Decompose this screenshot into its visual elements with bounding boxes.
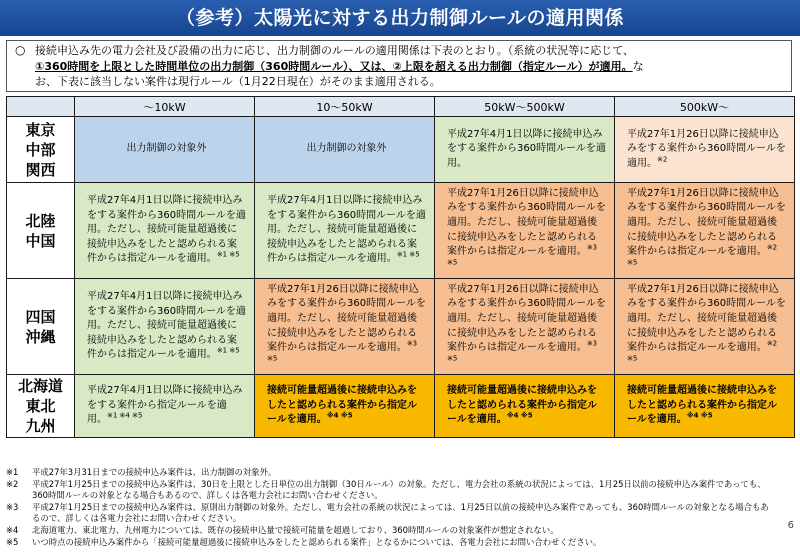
footnote-text: 北海道電力、東北電力、九州電力については、既存の接続申込量で接続可能量を超過しており、360時間ルールの対象案件が想定されない。 xyxy=(32,524,559,535)
footnote-ref: ※1 ※5 xyxy=(396,251,420,260)
intro-text-2: な xyxy=(632,59,644,73)
footnote-ref: ※1 ※5 xyxy=(216,251,240,260)
region-label xyxy=(7,183,75,279)
footnote xyxy=(6,479,776,502)
footnote-ref: ※3 ※5 xyxy=(447,243,598,267)
footnote-key: ※5 xyxy=(6,536,19,547)
footnote-key: ※3 xyxy=(6,501,19,512)
col-header: 50kW～500kW xyxy=(435,97,615,117)
corner-cell xyxy=(7,97,75,117)
rules-table xyxy=(6,96,795,438)
page-title: （参考）太陽光に対する出力制御ルールの適用関係 xyxy=(0,0,800,36)
col-header: 500kW～ xyxy=(615,97,795,117)
footnote-text: いつ時点の接続申込み案件から「接続可能量超過後に接続申込みをしたと認められる案件」となるかについては、各電力会社にお問い合わせください。 xyxy=(32,536,602,547)
rule-cell xyxy=(255,375,435,438)
rule-text: 平成27年4月1日以降に接続申込みをする案件から指定ルールを適用。 xyxy=(87,385,243,426)
rule-cell xyxy=(75,183,255,279)
intro-text-3: お、下表に該当しない案件は現行ルール（1月22日現在）がそのまま適用される。 xyxy=(35,75,441,88)
rule-text: 出力制御の対象外 xyxy=(126,143,207,155)
footnote-ref: ※3 ※5 xyxy=(267,339,418,363)
region-label xyxy=(7,117,75,183)
footnote-ref: ※2 ※5 xyxy=(627,243,778,267)
rule-cell xyxy=(435,183,615,279)
footnote-ref: ※1 ※5 xyxy=(216,347,240,356)
rule-cell xyxy=(75,279,255,375)
intro-box xyxy=(6,40,792,92)
footnote-text: 平成27年1月25日までの接続申込み案件は、原則出力制御の対象外。ただし、電力会社の系統の状況によっては、1月25日以前の接続申込み案件であっても、360時間ルールの対象となる場合もあるので、詳しくは各電力会社にお問い合わせください。 xyxy=(32,501,769,524)
rule-cell xyxy=(435,375,615,438)
intro-emphasis: ①360時間を上限とした時間単位の出力制御（360時間ルール）、又は、②上限を超える出力制御（指定ルール）が適用。 xyxy=(35,59,633,73)
rule-text: 平成27年1月26日以降に接続申込みをする案件から360時間ルールを適用。 xyxy=(627,128,786,169)
footnote-ref: ※4 ※5 xyxy=(686,411,713,420)
rule-cell xyxy=(615,183,795,279)
region-label xyxy=(7,375,75,438)
intro-text-1: 接続申込み先の電力会社及び設備の出力に応じ、出力制御のルールの適用関係は下表のとおり。（系統の状況等に応じて、 xyxy=(35,44,635,57)
page-number: 6 xyxy=(787,520,794,531)
rule-cell xyxy=(75,117,255,183)
footnote-ref: ※1 ※4 ※5 xyxy=(107,411,143,420)
footnote-key: ※4 xyxy=(6,524,19,535)
rule-cell xyxy=(615,279,795,375)
rule-text: 平成27年1月26日以降に接続申込みをする案件から360時間ルールを適用。ただし、接続可能量超過後に接続申込みをしたと認められる案件からは指定ルールを適用。 xyxy=(627,283,786,354)
footnote-text: 平成27年3月31日までの接続申込み案件は、出力制御の対象外。 xyxy=(32,467,277,477)
footnote xyxy=(6,467,776,479)
rule-text: 平成27年4月1日以降に接続申込みをする案件から360時間ルールを適用。ただし、接続可能量超過後に接続申込みをしたと認められる案件からは指定ルールを適用。 xyxy=(87,195,246,265)
rule-cell xyxy=(435,279,615,375)
footnotes xyxy=(6,467,776,548)
footnote-key: ※2 xyxy=(6,478,19,489)
rule-cell xyxy=(255,279,435,375)
rule-cell xyxy=(435,117,615,183)
region-label xyxy=(7,279,75,375)
footnote-key: ※1 xyxy=(6,467,19,477)
rule-cell xyxy=(255,183,435,279)
table-row xyxy=(7,183,795,279)
col-header: 10～50kW xyxy=(255,97,435,117)
table-row xyxy=(7,117,795,183)
rule-text: 平成27年1月26日以降に接続申込みをする案件から360時間ルールを適用。ただし、接続可能量超過後に接続申込みをしたと認められる案件からは指定ルールを適用。 xyxy=(267,283,426,354)
rule-cell xyxy=(615,117,795,183)
col-header: ～10kW xyxy=(75,97,255,117)
region-name: 四国 沖縄 xyxy=(25,307,56,346)
table-row xyxy=(7,279,795,375)
rule-text: 接続可能量超過後に接続申込みをしたと認められる案件から指定ルールを適用。 xyxy=(447,385,597,426)
rule-text: 平成27年1月26日以降に接続申込みをする案件から360時間ルールを適用。ただし、接続可能量超過後に接続申込みをしたと認められる案件からは指定ルールを適用。 xyxy=(447,283,606,354)
footnote xyxy=(6,502,776,525)
rule-text: 接続可能量超過後に接続申込みをしたと認められる案件から指定ルールを適用。 xyxy=(267,385,417,426)
footnote xyxy=(6,537,776,549)
rule-text: 接続可能量超過後に接続申込みをしたと認められる案件から指定ルールを適用。 xyxy=(627,385,777,426)
rule-text: 平成27年4月1日以降に接続申込みをする案件から360時間ルールを適用。ただし、接続可能量超過後に接続申込みをしたと認められる案件からは指定ルールを適用。 xyxy=(267,195,426,265)
footnote-text: 平成27年1月25日までの接続申込み案件は、30日を上限とした日単位の出力制御（30日ルール）の対象。ただし、電力会社の系統の状況によっては、1月25日以前の接続申込み案件であっても、360時間ルールの対象となる場合もあるので、詳しくは各電力会社にお問い合わせください。 xyxy=(32,478,766,501)
footnote-ref: ※2 xyxy=(657,155,668,164)
footnote-ref: ※4 ※5 xyxy=(326,411,353,420)
table-row xyxy=(7,375,795,438)
rule-text: 平成27年4月1日以降に接続申込みをする案件から360時間ルールを適用。 xyxy=(447,128,606,169)
rule-cell xyxy=(75,375,255,438)
rule-text: 平成27年4月1日以降に接続申込みをする案件から360時間ルールを適用。ただし、接続可能量超過後に接続申込みをしたと認められる案件からは指定ルールを適用。 xyxy=(87,291,246,361)
footnote-ref: ※4 ※5 xyxy=(506,411,533,420)
footnote xyxy=(6,525,776,537)
bullet-icon: ○ xyxy=(15,43,26,57)
rule-cell xyxy=(255,117,435,183)
region-name: 北陸 中国 xyxy=(25,211,56,250)
rule-text: 平成27年1月26日以降に接続申込みをする案件から360時間ルールを適用。ただし、接続可能量超過後に接続申込みをしたと認められる案件からは指定ルールを適用。 xyxy=(627,187,786,258)
footnote-ref: ※2 ※5 xyxy=(627,339,778,363)
rule-text: 出力制御の対象外 xyxy=(306,143,387,155)
header-row xyxy=(7,97,795,117)
rule-text: 平成27年1月26日以降に接続申込みをする案件から360時間ルールを適用。ただし、接続可能量超過後に接続申込みをしたと認められる案件からは指定ルールを適用。 xyxy=(447,187,606,258)
footnote-ref: ※3 ※5 xyxy=(447,339,598,363)
rule-cell xyxy=(615,375,795,438)
region-name: 東京 中部 関西 xyxy=(25,120,56,179)
region-name: 北海道 東北 九州 xyxy=(17,377,63,435)
